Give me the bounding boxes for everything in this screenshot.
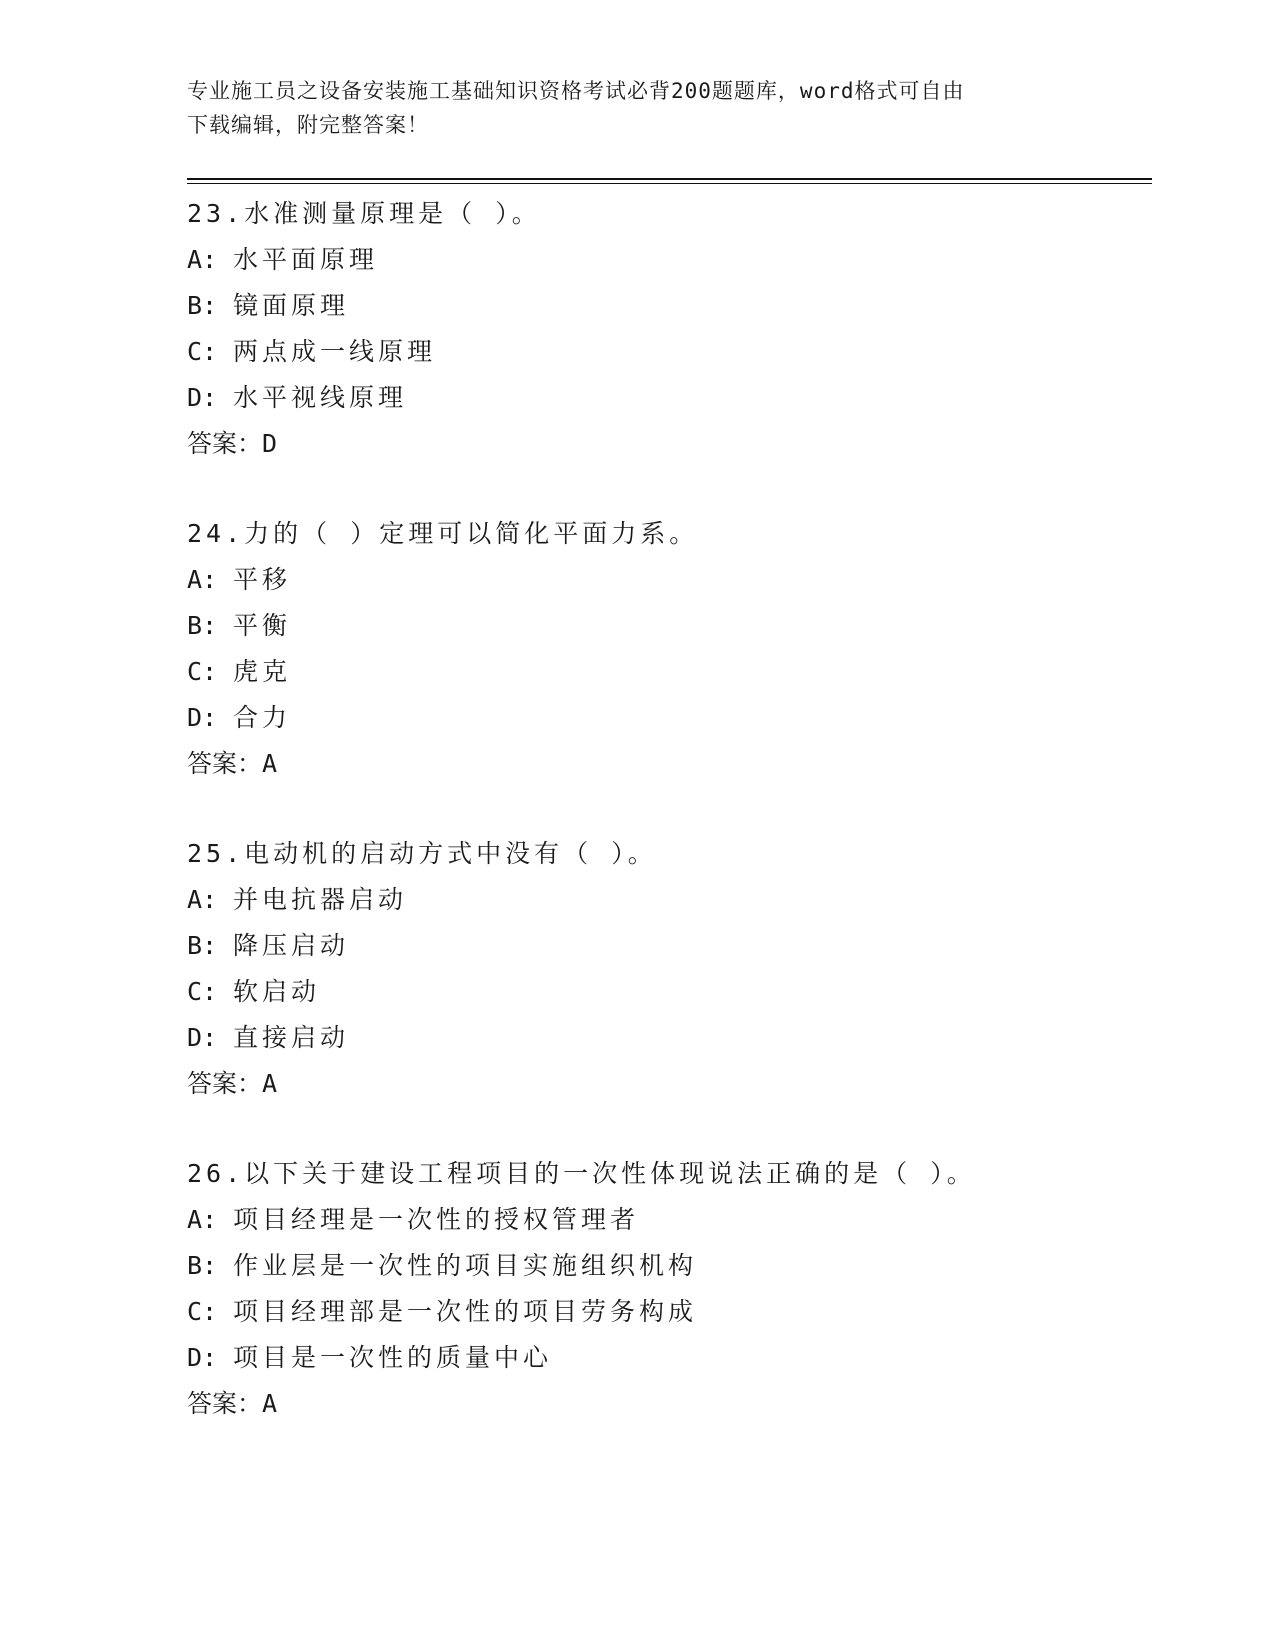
option-text: 水平视线原理 [233, 383, 408, 412]
option-text: 作业层是一次性的项目实施组织机构 [233, 1251, 698, 1280]
option-c [187, 329, 1147, 375]
option-text: 合力 [233, 703, 292, 732]
answer-value: A [262, 1389, 278, 1418]
answer-line [187, 741, 1147, 787]
question-stem: 25.电动机的启动方式中没有（ ）。 [187, 839, 657, 868]
option-text: 直接启动 [233, 1023, 350, 1052]
option-letter: B: [187, 611, 218, 640]
option-a [187, 1197, 1147, 1243]
option-c [187, 649, 1147, 695]
option-text: 降压启动 [233, 931, 350, 960]
option-b [187, 1243, 1147, 1289]
answer-value: D [262, 429, 278, 458]
document-header [187, 74, 1087, 142]
answer-label: 答案： [187, 1069, 263, 1098]
option-letter: D: [187, 1023, 218, 1052]
question-item [187, 831, 1147, 1151]
option-b [187, 603, 1147, 649]
answer-value: A [262, 749, 278, 778]
option-text: 软启动 [233, 977, 321, 1006]
header-divider-thin [187, 183, 1152, 184]
answer-label: 答案： [187, 749, 263, 778]
header-divider-thick [187, 178, 1152, 180]
option-letter: D: [187, 703, 218, 732]
option-letter: A: [187, 565, 218, 594]
question-list [187, 191, 1147, 1471]
question-item [187, 191, 1147, 511]
option-letter: B: [187, 931, 218, 960]
answer-line [187, 1061, 1147, 1107]
option-letter: C: [187, 977, 218, 1006]
option-letter: D: [187, 1343, 218, 1372]
question-stem: 26.以下关于建设工程项目的一次性体现说法正确的是（ ）。 [187, 1159, 976, 1188]
answer-label: 答案： [187, 429, 263, 458]
header-line-2: 下载编辑，附完整答案！ [187, 113, 429, 137]
option-text: 虎克 [233, 657, 292, 686]
option-b [187, 923, 1147, 969]
answer-label: 答案： [187, 1389, 263, 1418]
header-line-1: 专业施工员之设备安装施工基础知识资格考试必背200题题库，word格式可自由 [187, 79, 965, 103]
option-letter: B: [187, 1251, 218, 1280]
option-a [187, 557, 1147, 603]
option-text: 平移 [233, 565, 292, 594]
option-letter: A: [187, 885, 218, 914]
option-letter: B: [187, 291, 218, 320]
question-stem: 23.水准测量原理是（ ）。 [187, 199, 541, 228]
option-b [187, 283, 1147, 329]
option-letter: C: [187, 657, 218, 686]
answer-line [187, 1381, 1147, 1427]
option-c [187, 1289, 1147, 1335]
option-c [187, 969, 1147, 1015]
option-text: 两点成一线原理 [233, 337, 437, 366]
option-text: 镜面原理 [233, 291, 350, 320]
option-a [187, 877, 1147, 923]
answer-value: A [262, 1069, 278, 1098]
option-letter: A: [187, 245, 218, 274]
option-letter: D: [187, 383, 218, 412]
option-letter: C: [187, 337, 218, 366]
option-d [187, 1015, 1147, 1061]
option-text: 项目经理部是一次性的项目劳务构成 [233, 1297, 698, 1326]
question-stem: 24.力的（ ）定理可以简化平面力系。 [187, 519, 699, 548]
answer-line [187, 421, 1147, 467]
option-letter: A: [187, 1205, 218, 1234]
option-d [187, 375, 1147, 421]
option-text: 水平面原理 [233, 245, 379, 274]
option-text: 项目经理是一次性的授权管理者 [233, 1205, 640, 1234]
option-text: 平衡 [233, 611, 292, 640]
option-text: 项目是一次性的质量中心 [233, 1343, 553, 1372]
option-a [187, 237, 1147, 283]
option-d [187, 695, 1147, 741]
question-item [187, 1151, 1147, 1471]
option-d [187, 1335, 1147, 1381]
option-text: 并电抗器启动 [233, 885, 408, 914]
option-letter: C: [187, 1297, 218, 1326]
question-item [187, 511, 1147, 831]
